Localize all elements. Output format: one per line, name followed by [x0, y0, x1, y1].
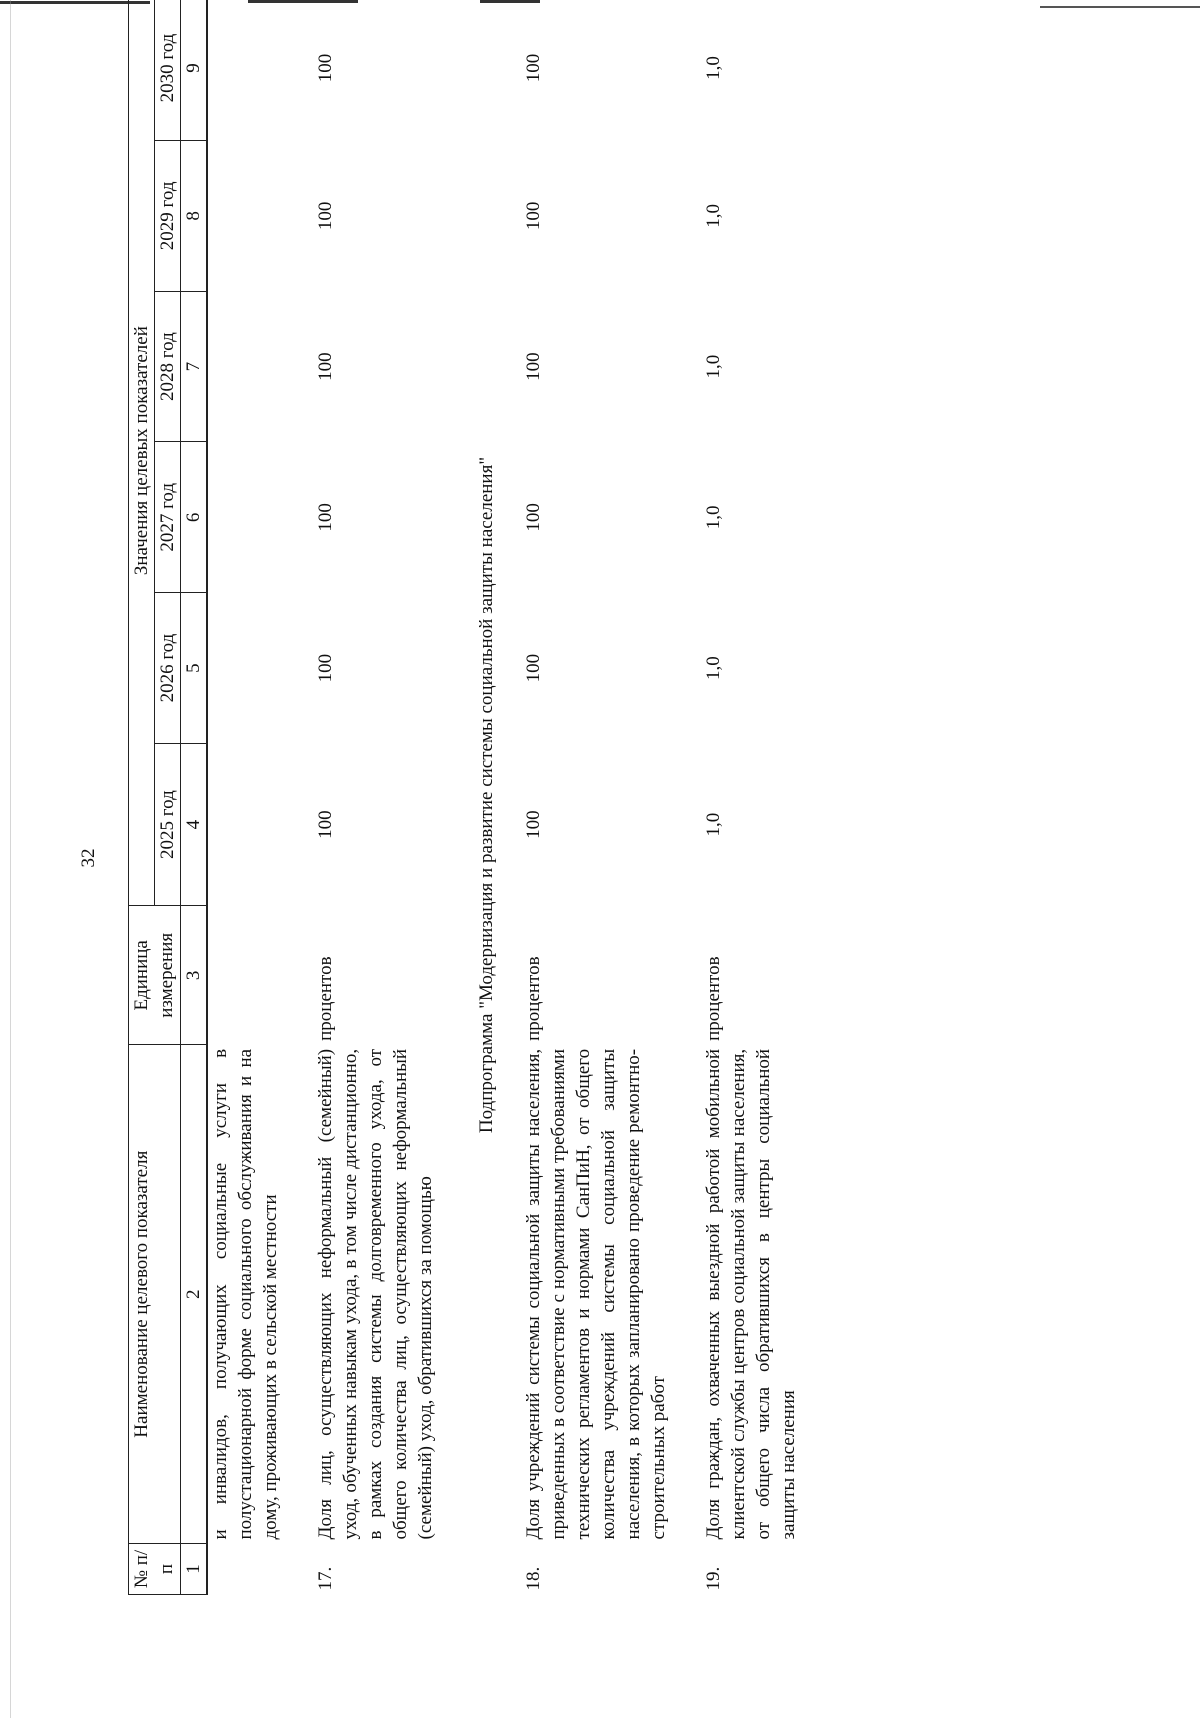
table-row — [207, 0, 283, 1595]
column-number: 9 — [181, 0, 208, 140]
header-year: 2027 год — [155, 442, 181, 593]
column-number: 2 — [181, 1045, 208, 1544]
value-cell: 100 — [315, 810, 336, 839]
unit-cell: процентов — [703, 956, 724, 1041]
indicator-name: и инвалидов, получающих социальные услуги в полустационарной форме социального обслуживания и на дому, проживающих в сельской местности — [210, 1048, 281, 1540]
header-year: 2028 год — [155, 291, 181, 442]
value-cell: 100 — [523, 810, 544, 839]
header-year: 2029 год — [155, 140, 181, 291]
value-cell: 100 — [315, 352, 336, 381]
column-number: 1 — [181, 1543, 208, 1594]
row-number: 17. — [315, 1566, 336, 1591]
table-row — [313, 0, 438, 1595]
header-year: 2026 год — [155, 593, 181, 744]
row-number: 19. — [703, 1566, 724, 1591]
header-no: № п/п — [129, 1543, 181, 1594]
column-number: 7 — [181, 291, 208, 442]
value-cell: 1,0 — [703, 656, 724, 680]
value-cell: 1,0 — [703, 505, 724, 530]
unit-cell: процентов — [315, 956, 336, 1041]
value-cell: 100 — [523, 503, 544, 532]
section-row — [468, 0, 521, 1595]
table-row — [521, 0, 671, 1595]
indicator-name: Доля граждан, охваченных выездной работой мобильной клиентской службы центров социальной защиты населения, от общего числа обратившихся в центры социальной защиты населения — [703, 1048, 799, 1540]
header-year: 2030 год — [155, 0, 181, 140]
indicators-table — [128, 0, 801, 1595]
header-unit: Единица измерения — [129, 906, 181, 1045]
column-number: 5 — [181, 593, 208, 744]
value-cell: 100 — [315, 503, 336, 532]
column-number: 6 — [181, 442, 208, 593]
column-number: 3 — [181, 906, 208, 1045]
unit-cell: процентов — [523, 956, 544, 1041]
header-year: 2025 год — [155, 743, 181, 905]
indicator-name: Доля лиц, осуществляющих неформальный (семейный) уход, обученных навыкам ухода, в том числе дистанционно, в рамках создания системы долговременного ухода, от общего количества лиц, осуществляющих неформальный (семейный) уход, обратившихся за помощью — [315, 1048, 436, 1540]
indicator-name: Доля учреждений системы социальной защиты населения, приведенных в соответствие с нормативными требованиями технических регламентов и нормами СанПиН, от общего количества учреждений системы социальной защиты населения, в которых запланировано проведение ремонтно-строительных работ — [523, 1048, 669, 1540]
value-cell: 100 — [523, 201, 544, 231]
value-cell: 1,0 — [703, 203, 724, 228]
page-number: 32 — [78, 848, 99, 868]
header-values-group: Значения целевых показателей — [129, 0, 155, 906]
column-number: 4 — [181, 743, 208, 905]
value-cell: 100 — [315, 201, 336, 231]
section-title: Подпрограмма "Модернизация и развитие системы социальной защиты населения" — [476, 456, 497, 1134]
value-cell: 1,0 — [703, 354, 724, 379]
table-row — [701, 0, 801, 1595]
value-cell: 100 — [315, 653, 336, 683]
row-number — [207, 1543, 283, 1594]
value-cell: 100 — [523, 53, 544, 83]
column-number: 8 — [181, 140, 208, 291]
value-cell: 100 — [315, 53, 336, 83]
value-cell: 100 — [523, 653, 544, 683]
value-cell: 1,0 — [703, 812, 724, 837]
header-name: Наименование целевого показателя — [129, 1045, 181, 1544]
value-cell: 100 — [523, 352, 544, 381]
row-number: 18. — [523, 1566, 544, 1591]
value-cell: 1,0 — [703, 56, 724, 80]
